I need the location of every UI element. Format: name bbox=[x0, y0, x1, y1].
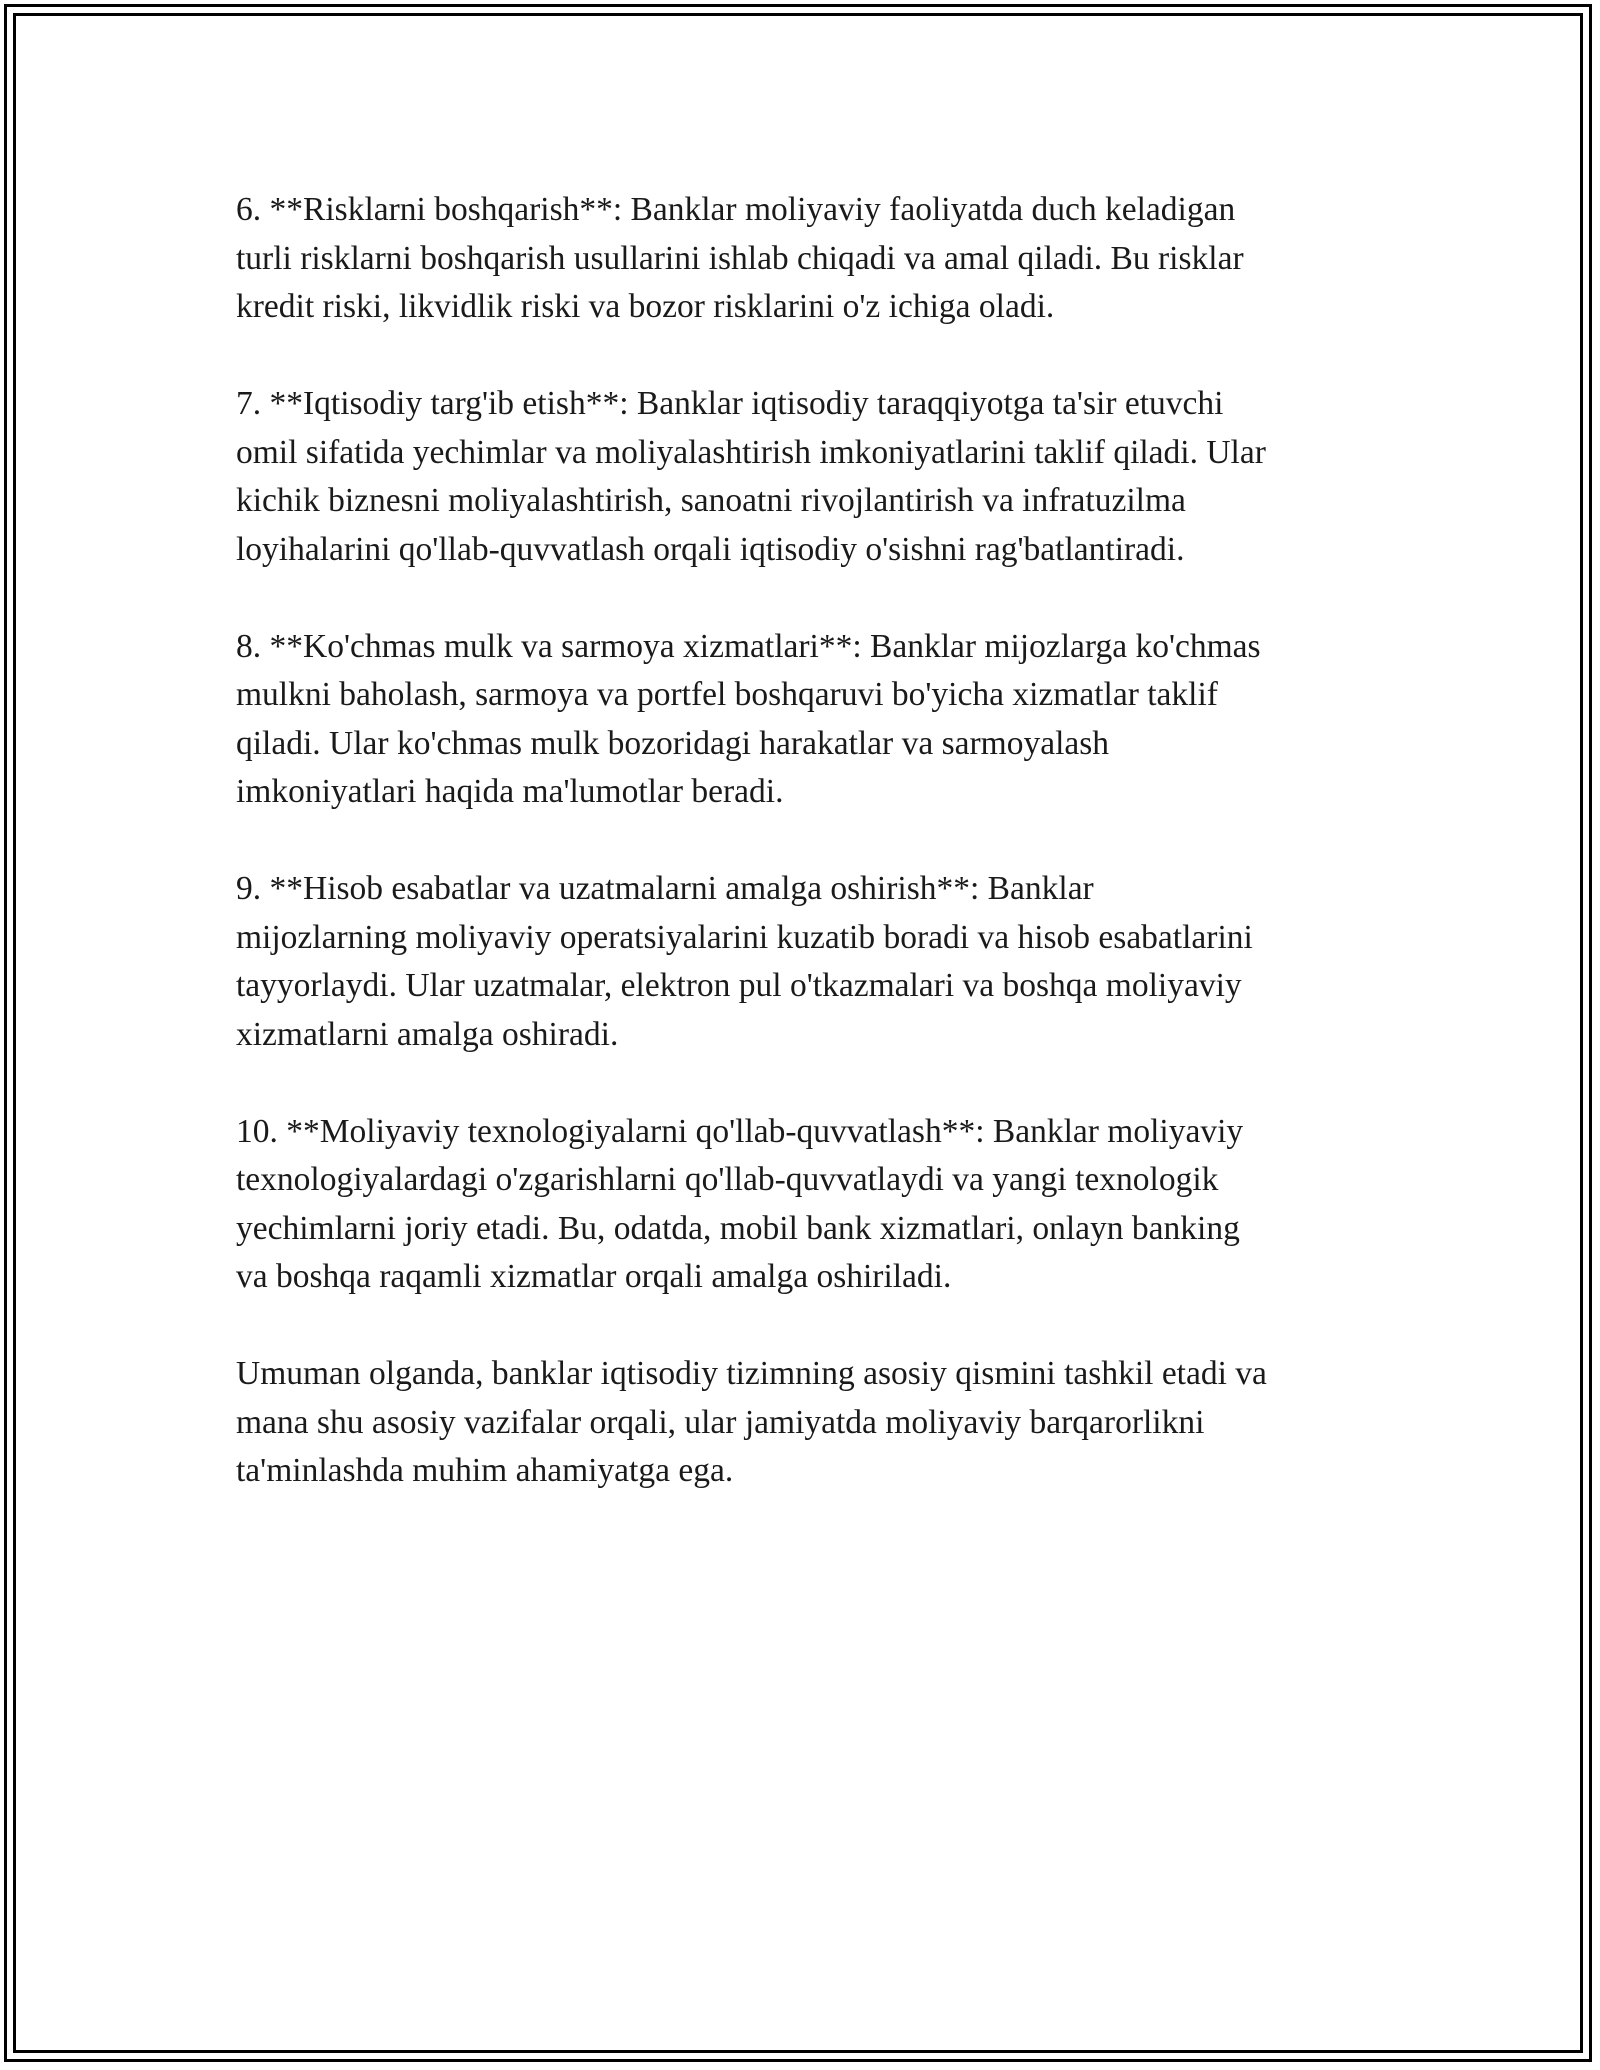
document-body bbox=[236, 186, 1386, 1544]
paragraph-accounts-transfers: 9. **Hisob esabatlar va uzatmalarni amalga oshirish**: Banklar mijozlarning moliyaviy operatsiyalarini kuzatib boradi va hisob esabatlarini tayyorlaydi. Ular uzatmalar, elektron pul o'tkazmalari va boshqa moliyaviy xizmatlarni amalga oshiradi. bbox=[236, 870, 1253, 1053]
paragraph-risk-management: 6. **Risklarni boshqarish**: Banklar moliyaviy faoliyatda duch keladigan turli risklarni boshqarish usullarini ishlab chiqadi va amal qiladi. Bu risklar kredit riski, likvidlik riski va bozor risklarini o'z ichiga oladi. bbox=[236, 191, 1244, 325]
paragraph-real-estate-investment: 8. **Ko'chmas mulk va sarmoya xizmatlari**: Banklar mijozlarga ko'chmas mulkni baholash, sarmoya va portfel boshqaruvi bo'yicha xizmatlar taklif qiladi. Ular ko'chmas mulk bozoridagi harakatlar va sarmoyalash imkoniyatlari haqida ma'lumotlar beradi. bbox=[236, 627, 1261, 810]
paragraph-fintech-support: 10. **Moliyaviy texnologiyalarni qo'llab-quvvatlash**: Banklar moliyaviy texnologiyalardagi o'zgarishlarni qo'llab-quvvatlaydi va yangi texnologik yechimlarni joriy etadi. Bu, odatda, mobil bank xizmatlari, onlayn banking va boshqa raqamli xizmatlar orqali amalga oshiriladi. bbox=[236, 1112, 1244, 1295]
paragraph-conclusion: Umuman olganda, banklar iqtisodiy tizimning asosiy qismini tashkil etadi va mana shu asosiy vazifalar orqali, ular jamiyatda moliyaviy barqarorlikni ta'minlashda muhim ahamiyatga ega. bbox=[236, 1355, 1267, 1489]
paragraph-economic-promotion: 7. **Iqtisodiy targ'ib etish**: Banklar iqtisodiy taraqqiyotga ta'sir etuvchi omil sifatida yechimlar va moliyalashtirish imkoniyatlarini taklif qiladi. Ular kichik biznesni moliyalashtirish, sanoatni rivojlantirish va infratuzilma loyihalarini qo'llab-quvvatlash orqali iqtisodiy o'sishni rag'batlantiradi. bbox=[236, 385, 1266, 568]
